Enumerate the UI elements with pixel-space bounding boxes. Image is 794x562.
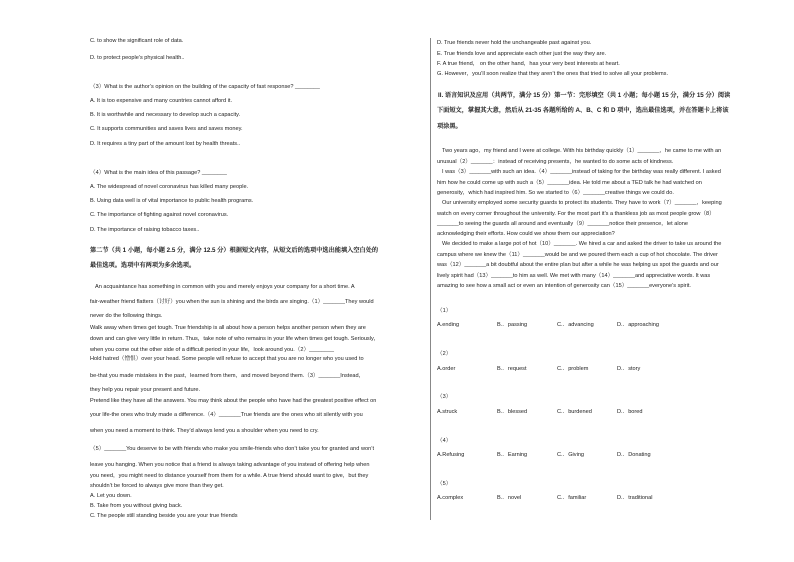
option-text: A. Let you down.: [90, 493, 132, 499]
cloze-option: D.．traditional: [617, 495, 653, 501]
cloze-option: C.．problem: [557, 366, 589, 372]
cloze-option: D.．approaching: [617, 322, 659, 328]
passage-line: you need，you might need to distance yourself from them for a while. A true friend should want to give，but they: [90, 473, 369, 479]
passage-line: campus where we knew the（11）_______would be and we poured them each a cup of hot chocolate. The driver: [437, 252, 718, 258]
cloze-number: （3）: [437, 394, 452, 400]
passage-line: leave you hanging. When you notice that a friend is always taking advantage of you instead of offering help when: [90, 462, 370, 468]
option-text: D. True friends never hold the unchangeable past against you.: [437, 40, 592, 46]
option-text: C. The importance of fighting against novel coronavirus.: [90, 212, 229, 218]
cloze-option: D.．Donating: [617, 452, 651, 458]
cloze-option: A.ending: [437, 322, 460, 328]
cloze-option: C.．advancing: [557, 322, 594, 328]
option-text: D. to protect people’s physical health..: [90, 55, 185, 61]
cloze-option: A.complex: [437, 495, 464, 501]
option-text: B. Take from you without giving back.: [90, 503, 183, 509]
section-heading: 下面短文，掌握其大意，然后从 21-35 各题所给的 A、B、C 和 D 项中，选出最佳选项，并在答题卡上将该: [437, 107, 729, 114]
cloze-options: [437, 322, 677, 329]
cloze-option: B.．passing: [497, 322, 528, 328]
section-heading: 项涂黑。: [437, 123, 462, 130]
question-4: （4）What is the main idea of this passage? ________: [90, 170, 227, 176]
cloze-options: [437, 409, 677, 416]
section-heading: 第二节（共 1 小题，每小题 2.5 分，满分 12.5 分）根据短文内容，从短文后的选项中选出能填入空白处的: [90, 247, 379, 254]
cloze-number: （5）: [437, 481, 452, 487]
option-text: B. It is worthwhile and necessary to develop such a capacity.: [90, 112, 241, 118]
passage-line: _______to seeing the guards all around and eventually（9）_______notice their presence，let alone: [437, 221, 688, 227]
cloze-options: [437, 495, 677, 502]
passage-line: they help you repair your present and future.: [90, 387, 201, 393]
cloze-option: A.Refusing: [437, 452, 465, 458]
option-text: B. Using data well is of vital importance to public health programs.: [90, 198, 254, 204]
cloze-option: A.struck: [437, 409, 458, 415]
passage-line: be-that you made mistakes in the past，learned from them，and moved beyond them.（3）_______Instead，: [90, 373, 365, 379]
section-heading: 最佳选项。选项中有两项为多余选项。: [90, 262, 196, 269]
column-divider: [430, 38, 431, 520]
cloze-option: C.．burdened: [557, 409, 592, 415]
cloze-option: B.．blessed: [497, 409, 528, 415]
passage-line: Hold hatred（憎恨）over your head. Some people will refuse to accept that you are no longer who you used to: [90, 356, 364, 362]
option-text: G. However，you’ll soon realize that they aren’t the ones that tried to solve all your problems.: [437, 71, 669, 77]
cloze-option: B.．request: [497, 366, 527, 372]
passage-line: （5）_______You deserve to be with friends who make you smile-friends who don’t take you for granted and won’t: [90, 446, 374, 452]
passage-line: shouldn’t be forced to always give more than they get.: [90, 483, 224, 489]
passage-line: watch on every corner throughout the university. For the most part it’s a thankless job as most people grow（8）: [437, 211, 715, 217]
passage-line: when you come out the other side of a difficult period in your life，look around you.（2）________: [90, 347, 334, 353]
option-text: C. It supports communities and saves lives and saves money.: [90, 126, 243, 132]
passage-line: him how he could come up with such a（5）_______idea. He told me about a TED talk he had watched on: [437, 180, 702, 186]
passage-line: unusual（2）_______：instead of receiving presents，he wanted to do some acts of kindness.: [437, 159, 674, 165]
cloze-option: B.．Earning: [497, 452, 528, 458]
option-text: D. The importance of raising tobacco taxes..: [90, 227, 200, 233]
passage-line: Walk away when times get tough. True friendship is all about how a person helps another person when they are: [90, 325, 366, 331]
cloze-option: D.．bored: [617, 409, 643, 415]
passage-line: Our university employed some security guards to protect its students. They have to work（7）_______，keeping: [442, 200, 722, 206]
cloze-options: [437, 366, 677, 373]
passage-line: your life-the ones who truly made a difference.（4）_______True friends are the ones who sit silently with you: [90, 412, 363, 418]
option-text: C. to show the significant role of data.: [90, 38, 184, 44]
passage-line: was（12）_______a bit doubtful about the entire plan but after a while he was helping us spot the guards and our: [437, 262, 719, 268]
passage-line: generosity，which had inspired him. So we started to（6）_______creative things we could do.: [437, 190, 674, 196]
cloze-option: A.order: [437, 366, 456, 372]
cloze-number: （4）: [437, 438, 452, 444]
passage-line: never do the following things.: [90, 313, 163, 319]
cloze-option: C.．familiar: [557, 495, 587, 501]
option-text: C. The people still standing beside you are your true friends: [90, 513, 238, 519]
option-text: F. A true friend， on the other hand，has your very best interests at heart.: [437, 61, 620, 67]
passage-line: I was（3）_______with such an idea.（4）_______instead of taking for the birthday was really different. I asked: [442, 169, 721, 175]
passage-line: when you need a moment to think. They’d always lend you a shoulder when you need to cry.: [90, 428, 319, 434]
question-3: （3）What is the author’s opinion on the building of the capacity of fast response? ________: [90, 84, 320, 90]
passage-line: acknowledging their efforts. How could we show them our appreciation?: [437, 231, 615, 237]
cloze-options: [437, 452, 677, 459]
passage-line: An acquaintance has something in common with you and merely enjoys your company for a short time. A: [95, 284, 355, 290]
passage-line: down and can give very little in return. Thus，take note of who remains in your life when times get tough. Seriously，: [90, 336, 380, 342]
passage-line: Two years ago，my friend and I were at college. With his birthday quickly（1）_______，he came to me with an: [442, 148, 722, 154]
option-text: D. It requires a tiny part of the amount lost by health threats..: [90, 141, 241, 147]
passage-line: amazing to see how a small act or even an intention of generosity can（15）_______everyone’s spirit.: [437, 283, 691, 289]
option-text: A. The widespread of novel coronavirus has killed many people.: [90, 184, 249, 190]
passage-line: Pretend like they have all the answers. You may think about the people who have had the greatest positive effect on: [90, 398, 377, 404]
option-text: A. It is too expensive and many countries cannot afford it.: [90, 98, 232, 104]
cloze-option: D.．story: [617, 366, 641, 372]
cloze-option: B.．novel: [497, 495, 522, 501]
passage-line: lively spirit had（13）_______to him as well. We met with many（14）_______and appreciative words. It was: [437, 273, 711, 279]
cloze-option: C.．Giving: [557, 452, 585, 458]
cloze-number: （1）: [437, 308, 452, 314]
passage-line: fair-weather friend flatters（讨好）you when the sun is shining and the birds are singing.（1）_______They would: [90, 299, 374, 305]
option-text: E. True friends love and appreciate each other just the way they are.: [437, 51, 607, 57]
cloze-number: （2）: [437, 351, 452, 357]
passage-line: We decided to make a large pot of hot（10）_______. We hired a car and asked the driver to take us around the: [442, 241, 722, 247]
section-heading: II. 语言知识及应用（共两节，满分 15 分）第一节：完形填空（共 1 小题；每小题 15 分，满分 15 分）阅读: [438, 92, 731, 99]
